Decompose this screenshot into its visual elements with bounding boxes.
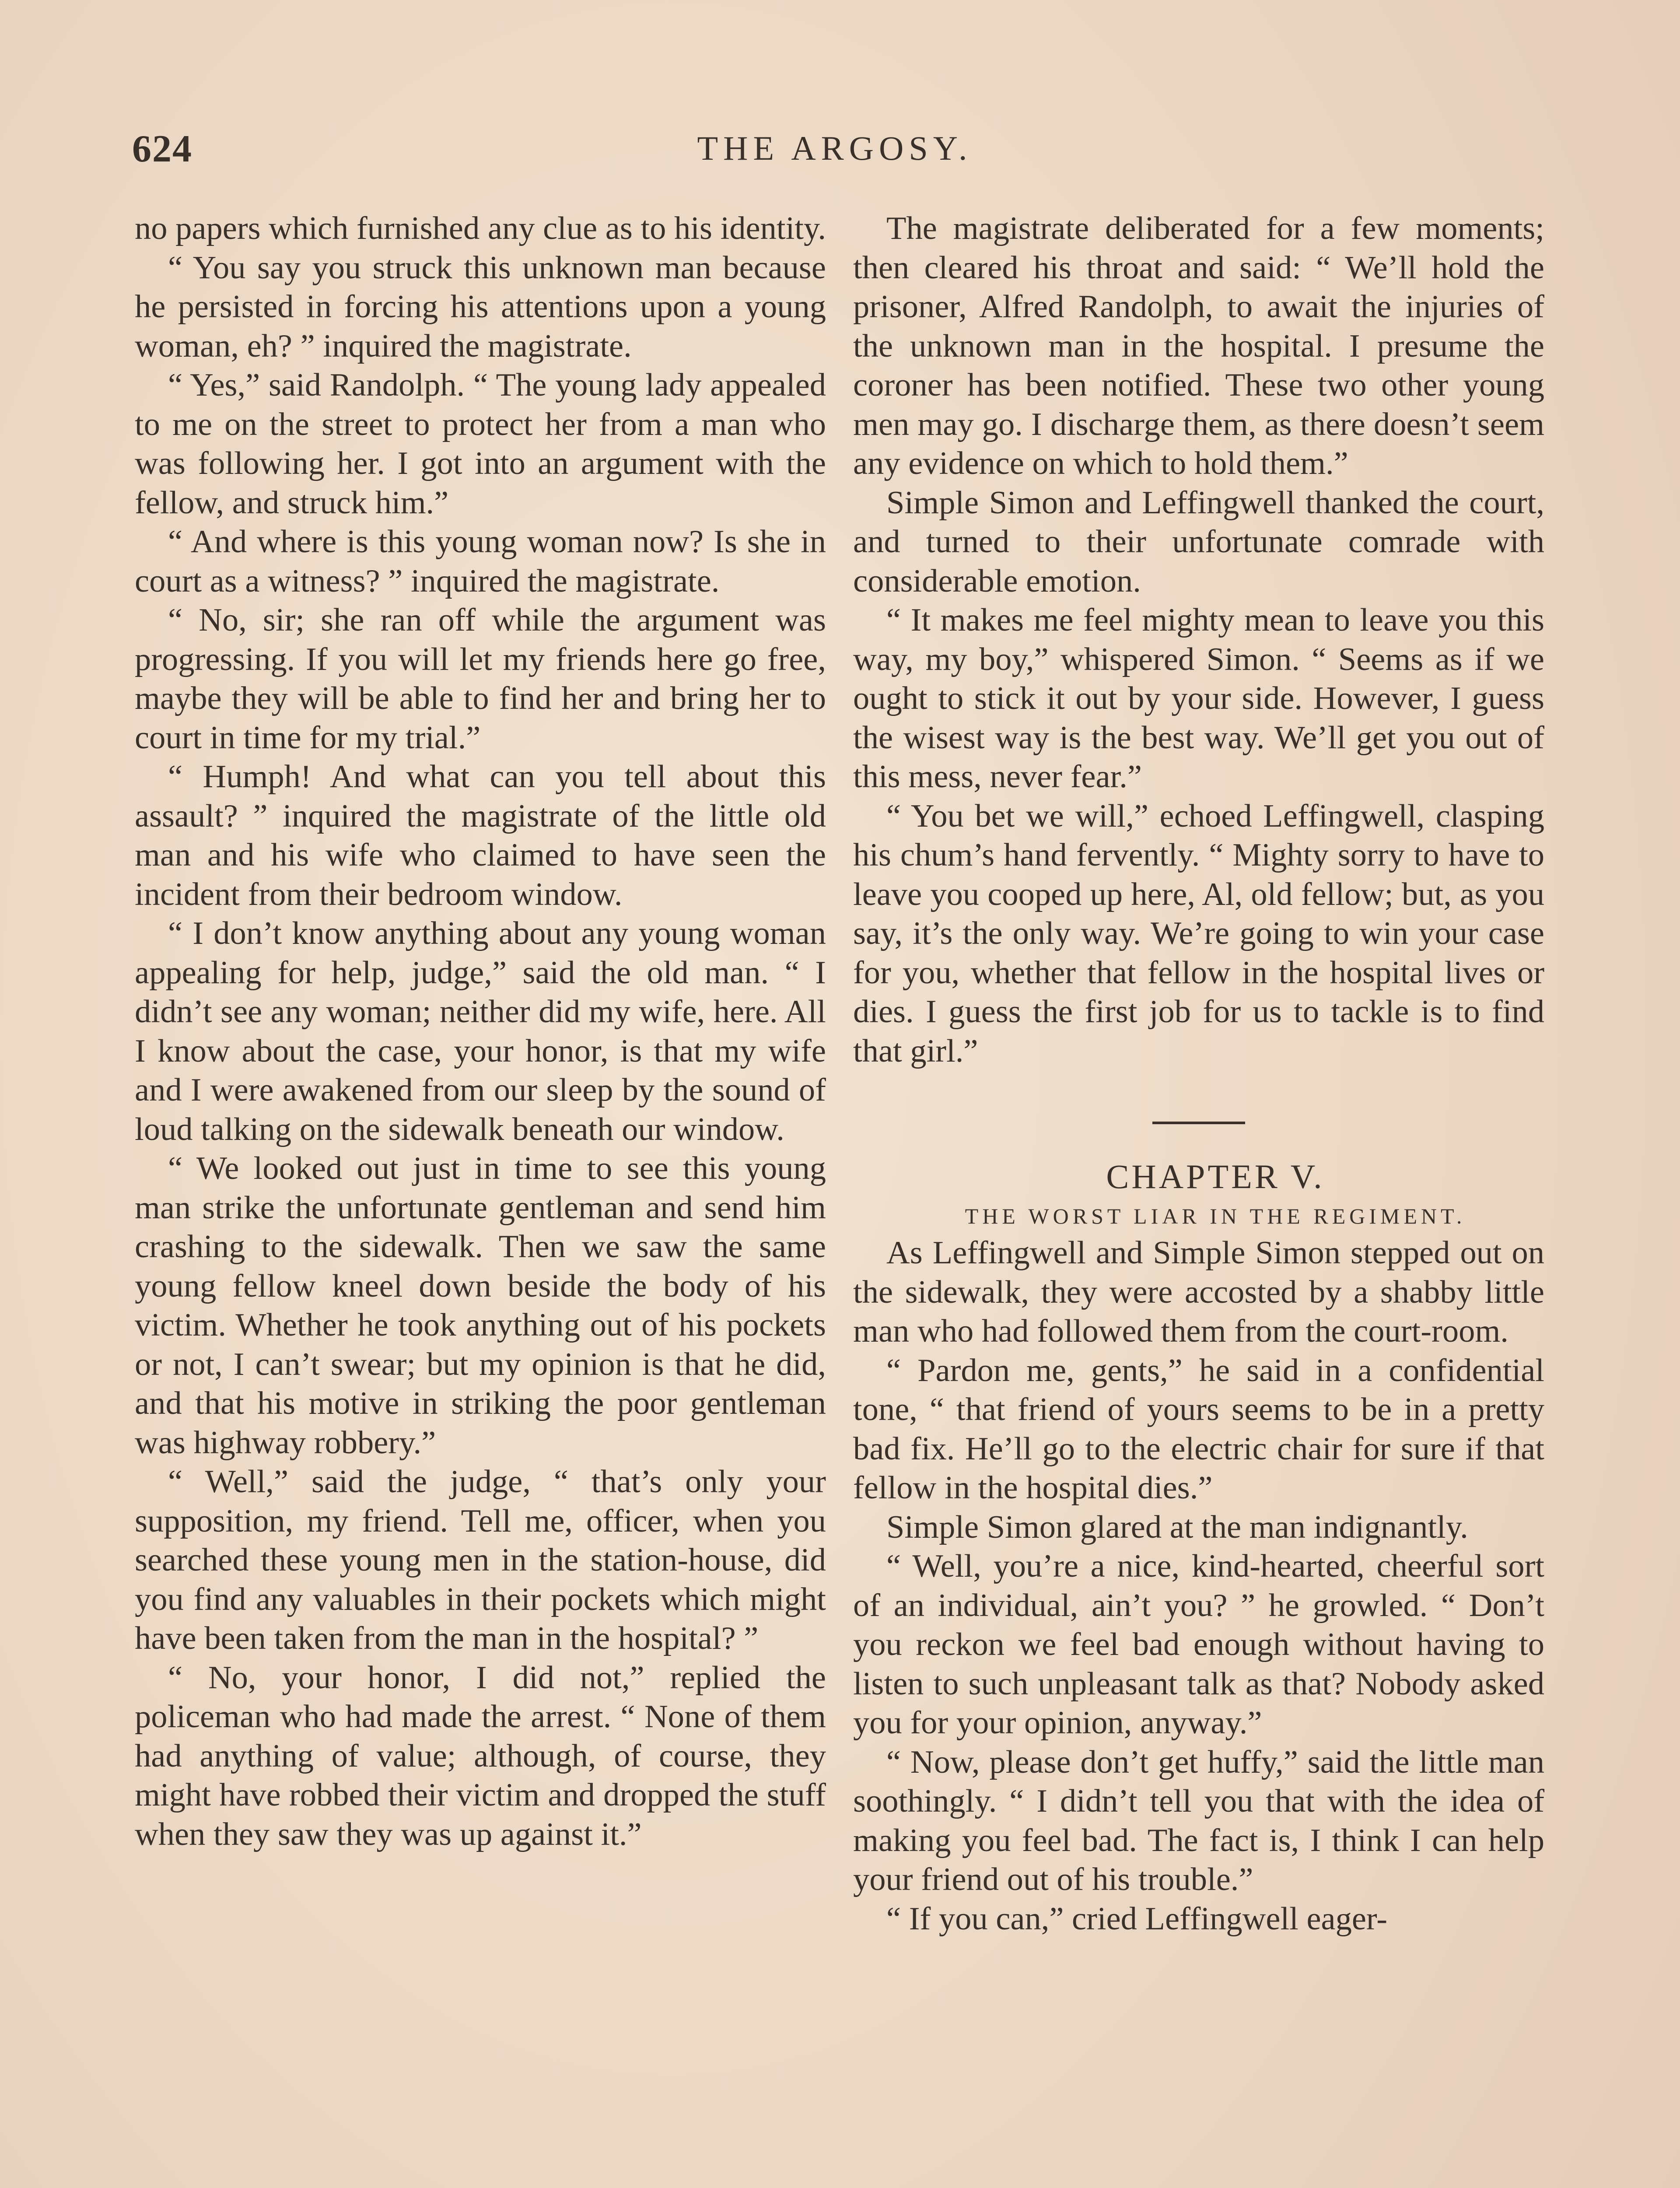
page-header [132,127,1537,188]
right-column [853,209,1544,1939]
paragraph: “ I don’t know anything about any young woman appealing for help, judge,” said the old man. “ I didn’t see any woman; neither did my wife, here. All I know about the case, your honor, is that my wife and I were awakened from our sleep by the sound of loud talking on the sidewalk beneath our window. [135,915,826,1147]
paragraph: Simple Simon glared at the man indignantly. [886,1509,1468,1545]
section-divider [1152,1122,1245,1124]
paragraph: “ We looked out just in time to see this young man strike the unfortunate gentleman and send him crashing to the sidewalk. Then we saw the same young fellow kneel down beside the body of his victim. Whether he took anything out of his pockets or not, I can’t swear; but my opinion is that he did, and that his motive in striking the poor gentleman was highway robbery.” [135,1150,826,1461]
paragraph: As Leffingwell and Simple Simon stepped out on the sidewalk, they were accosted by a shabby little man who had followed them from the court-room. [853,1235,1544,1349]
paragraph: “ You bet we will,” echoed Leffingwell, clasping his chum’s hand fervently. “ Mighty sorry to have to leave you cooped up here, Al, old fellow; but, as you say, it’s the only way. We’re going to win your case for you, whether that fellow in the hospital lives or dies. I guess the first job for us to tackle is to find that girl.” [853,798,1544,1069]
paragraph: “ You say you struck this unknown man because he persisted in forcing his attentions upon a young woman, eh? ” inquired the magistrate. [135,249,826,364]
paragraph: “ Well,” said the judge, “ that’s only your supposition, my friend. Tell me, officer, when you searched these young men in the station-house, did you find any valuables in their pockets which might have been taken from the man in the hospital? ” [135,1464,826,1656]
chapter-title: CHAPTER V. [1106,1157,1325,1196]
right-column-bottom [853,1234,1544,1939]
page-number: 624 [132,128,192,170]
paragraph: “ Pardon me, gents,” he said in a confidential tone, “ that friend of yours seems to be in a pretty bad fix. He’ll go to the electric chair for sure if that fellow in the hospital dies.” [853,1352,1544,1506]
paragraph: “ If you can,” cried Leffingwell eager- [886,1900,1388,1937]
running-title: THE ARGOSY. [697,129,973,167]
paragraph: “ Humph! And what can you tell about this assault? ” inquired the magistrate of the little old man and his wife who claimed to have seen the incident from their bedroom window. [135,759,826,912]
paragraph: “ No, your honor, I did not,” replied the policeman who had made the arrest. “ None of them had anything of value; although, of course, they might have robbed their victim and dropped the stuff when they saw they was up against it.” [135,1659,826,1852]
paragraph: The magistrate deliberated for a few moments; then cleared his throat and said: “ We’ll hold the prisoner, Alfred Randolph, to await the injuries of the unknown man in the hospital. I presume the coroner has been notified. These two other young men may go. I discharge them, as there doesn’t seem any evidence on which to hold them.” [853,210,1544,481]
paragraph: “ Now, please don’t get huffy,” said the little man soothingly. “ I didn’t tell you that with the idea of making you feel bad. The fact is, I think I can help your friend out of his trouble.” [853,1744,1544,1897]
right-column-top [853,209,1544,1071]
paragraph: no papers which furnished any clue as to his identity. [135,210,826,246]
paragraph: “ And where is this young woman now? Is she in court as a witness? ” inquired the magistrate. [135,524,826,599]
paragraph: “ It makes me feel mighty mean to leave you this way, my boy,” whispered Simon. “ Seems as if we ought to stick it out by your side. However, I guess the wisest way is the best way. We’ll get you out of this mess, never fear.” [853,602,1544,795]
paragraph: Simple Simon and Leffingwell thanked the court, and turned to their unfortunate comrade with considerable emotion. [853,484,1544,599]
left-column [135,209,826,1854]
paragraph: “ Yes,” said Randolph. “ The young lady appealed to me on the street to protect her from a man who was following her. I got into an argument with the fellow, and struck him.” [135,367,826,521]
paragraph: “ No, sir; she ran off while the argument was progressing. If you will let my friends here go free, maybe they will be able to find her and bring her to court in time for my trial.” [135,602,826,756]
chapter-subtitle: THE WORST LIAR IN THE REGIMENT. [965,1204,1466,1228]
paragraph: “ Well, you’re a nice, kind-hearted, cheerful sort of an individual, ain’t you? ” he growled. “ Don’t you reckon we feel bad enough without having to listen to such unpleasant talk as that? Nobody asked you for your opinion, anyway.” [853,1548,1544,1741]
